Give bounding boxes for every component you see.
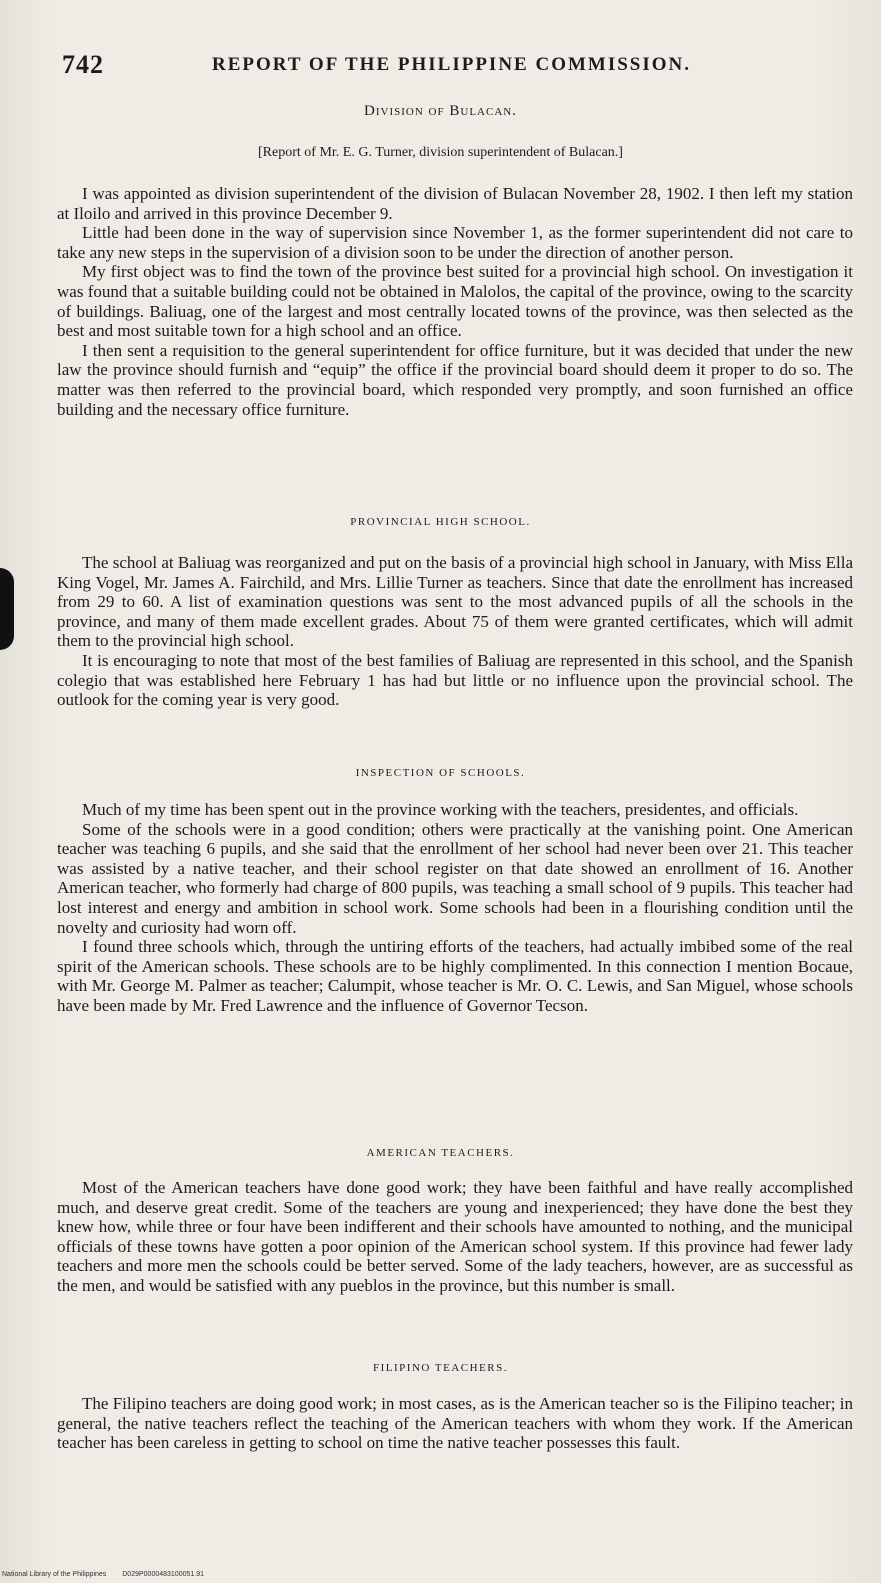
page-number: 742	[62, 50, 104, 79]
scan-footer	[2, 1571, 218, 1578]
filipino-teachers-text	[57, 1394, 853, 1453]
paragraph: It is encouraging to note that most of the best families of Baliuag are represented in this school, and the Spanish colegio that was established here February 1 has had but little or no influence upon the provincial school. The outlook for the coming year is very good.	[57, 650, 853, 710]
inspection-text	[57, 800, 853, 1016]
paragraph: Little had been done in the way of supervision since November 1, as the former superintendent did not care to take any new steps in the supervision of a division soon to be under the direction of another person.	[57, 223, 853, 262]
paragraph: I found three schools which, through the untiring efforts of the teachers, had actually imbibed some of the real spirit of the American schools. These schools are to be highly complimented. In this connection I mention Bocaue, with Mr. George M. Palmer as teacher; Calumpit, whose teacher is Mr. O. C. Lewis, and San Miguel, whose schools have been made by Mr. Fred Lawrence and the influence of Governor Tecson.	[57, 937, 853, 1015]
intro-text	[57, 184, 853, 419]
section-heading-high-school: PROVINCIAL HIGH SCHOOL.	[350, 516, 531, 528]
binding-edge-mark	[0, 568, 14, 650]
division-title: Division of Bulacan.	[364, 103, 517, 119]
paragraph: My first object was to find the town of the province best suited for a provincial high school. On investigation it was found that a suitable building could not be obtained in Malolos, the capital of the province, owing to the scarcity of buildings. Baliuag, one of the largest and most centrally located towns of the province, was then selected as the best and most suitable town for a high school and an office.	[57, 262, 853, 341]
section-heading-inspection: INSPECTION OF SCHOOLS.	[355, 767, 526, 779]
high-school-text	[57, 553, 853, 710]
scan-code: D029P0000483100051.91	[122, 1571, 204, 1578]
section-heading-filipino-teachers: FILIPINO TEACHERS.	[373, 1362, 508, 1374]
paragraph: Some of the schools were in a good condition; others were practically at the vanishing point. One American teacher was teaching 6 pupils, and she said that the enrollment of her school had never been over 21. This teacher was assisted by a native teacher, and their school register on that date showed an enrollment of 16. Another American teacher, who formerly had charge of 800 pupils, was teaching a small school of 9 pupils. This teacher had lost interest and energy and ambition in school work. Some schools had been in a flourishing condition until the novelty and curiosity had worn off.	[57, 819, 853, 937]
paragraph: Much of my time has been spent out in the province working with the teachers, presidentes, and officials.	[82, 800, 799, 819]
library-credit: National Library of the Philippines	[2, 1571, 107, 1578]
running-title: REPORT OF THE PHILIPPINE COMMISSION.	[212, 54, 692, 75]
paragraph: I was appointed as division superintendent of the division of Bulacan November 28, 1902. I then left my station at Iloilo and arrived in this province December 9.	[57, 184, 853, 223]
paragraph: The school at Baliuag was reorganized and put on the basis of a provincial high school in January, with Miss Ella King Vogel, Mr. James A. Fairchild, and Mrs. Lillie Turner as teachers. Since that date the enrollment has increased from 29 to 60. A list of examination questions was sent to the most advanced pupils of all the schools in the province, and many of them made excellent grades. About 75 of them were granted certificates, which will admit them to the provincial high school.	[57, 553, 853, 651]
paragraph: The Filipino teachers are doing good work; in most cases, as is the American teacher so is the Filipino teacher; in general, the native teachers reflect the teaching of the American teachers with whom they work. If the American teacher has been careless in getting to school on time the native teacher possesses this fault.	[57, 1394, 853, 1453]
section-heading-american-teachers: AMERICAN TEACHERS.	[366, 1147, 515, 1159]
american-teachers-text	[57, 1178, 853, 1296]
paragraph: I then sent a requisition to the general superintendent for office furniture, but it was decided that under the new law the province should furnish and “equip” the office if the provincial board should deem it proper to do so. The matter was then referred to the provincial board, which responded very promptly, and soon furnished an office building and the necessary office furniture.	[57, 340, 853, 419]
paragraph: Most of the American teachers have done good work; they have been faithful and have really accomplished much, and deserve great credit. Some of the teachers are young and inexperienced; they have done the best they knew how, while three or four have been indifferent and their schools have amounted to nothing, and the municipal officials of these towns have gotten a poor opinion of the American school system. If this province had fewer lady teachers and more men the schools could be better served. Some of the lady teachers, however, are as successful as the men, and would be satisfied with any pueblos in the province, but this number is small.	[57, 1178, 853, 1295]
report-attribution: [Report of Mr. E. G. Turner, division superintendent of Bulacan.]	[258, 145, 623, 160]
page-header	[62, 50, 852, 90]
